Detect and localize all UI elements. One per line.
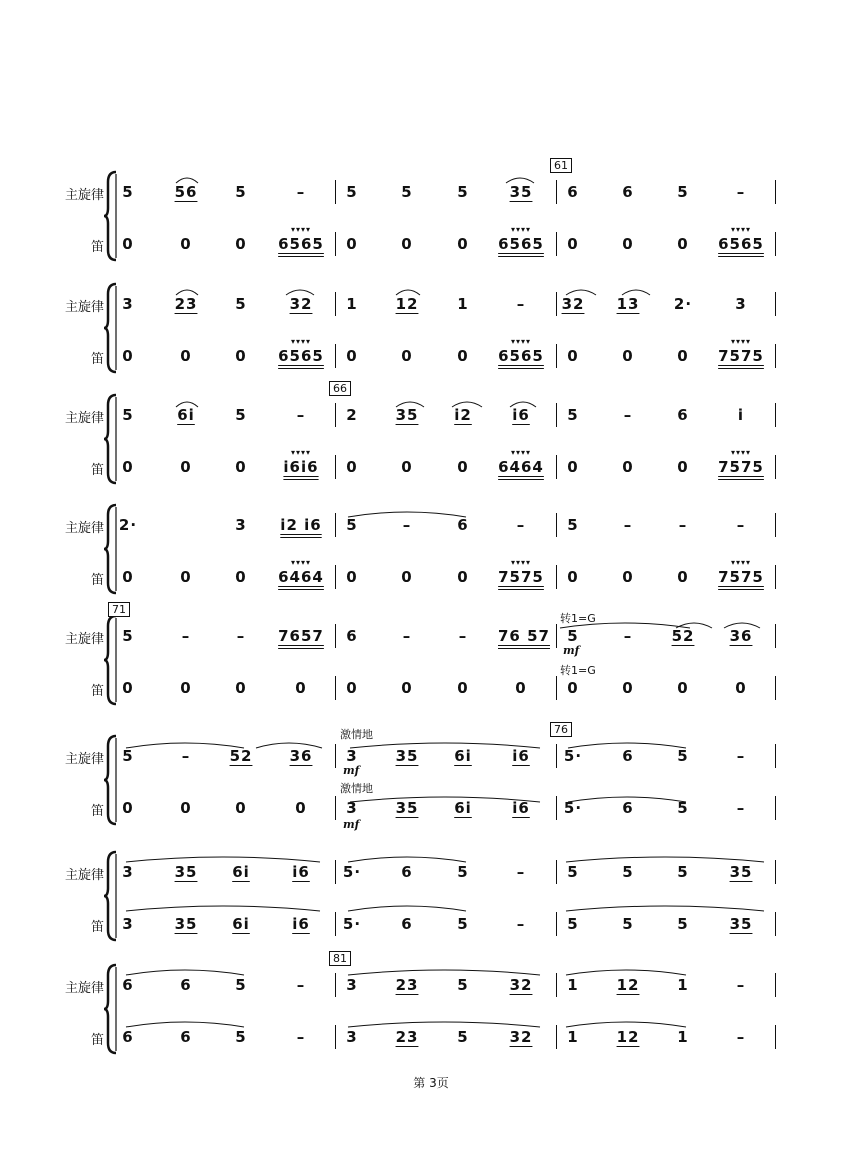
track-label: 主旋律 [64,300,104,315]
track-label: 笛 [90,240,104,255]
note: 0 [677,679,689,697]
barline [556,624,557,648]
note: – [736,1028,746,1046]
barline [556,676,557,700]
track-label: 笛 [90,1033,104,1048]
barline [556,744,557,768]
score-system [0,159,862,280]
barline [775,796,776,820]
ornament-marks: ▾▾▾▾ [730,225,752,234]
score-system [0,503,862,613]
note: 5 [457,1028,469,1046]
note: 35 [395,799,419,817]
note: 5 [457,183,469,201]
rehearsal-mark: 81 [329,951,351,966]
note: 36 [289,747,313,765]
note: 0 [122,568,134,586]
note: 7575 [718,568,764,586]
note: 0 [567,568,579,586]
note: 12 [395,295,419,313]
note: 5 [235,1028,247,1046]
note: 5 [346,183,358,201]
note: 0 [401,458,413,476]
note: i2 i6 [280,516,322,534]
note: 0 [122,235,134,253]
expression-marking: 激情地 [340,782,373,795]
note: 5 [677,183,689,201]
note: 6i [454,747,472,765]
note: 0 [677,235,689,253]
note: 35 [174,915,198,933]
note: 5 [677,863,689,881]
note: 0 [180,458,192,476]
note: 3 [122,863,134,881]
note: 0 [235,799,247,817]
note: 23 [395,976,419,994]
note: 3 [235,516,247,534]
note: 1 [346,295,358,313]
note: – [458,627,468,645]
note: 3 [346,799,358,817]
track-label: 主旋律 [64,868,104,883]
note: 35 [395,747,419,765]
score-system [0,952,862,1073]
note: 0 [457,568,469,586]
note: – [181,627,191,645]
note: 7575 [498,568,544,586]
note: 32 [561,295,585,313]
note: 1 [567,1028,579,1046]
barline [335,624,336,648]
track-label: 笛 [90,804,104,819]
dynamic-marking: mf [563,644,580,657]
note: – [296,1028,306,1046]
barline [556,455,557,479]
barline [556,1025,557,1049]
barline [556,796,557,820]
note: 6 [622,183,634,201]
barline [556,403,557,427]
note: 5 [567,516,579,534]
note: 5 [235,295,247,313]
note: 0 [622,568,634,586]
note: 36 [729,627,753,645]
barline [335,860,336,884]
note: 6 [622,747,634,765]
note: 0 [457,458,469,476]
note: 6 [180,976,192,994]
note: 6565 [278,235,324,253]
key-change: 转1=G [560,664,596,677]
note: – [516,295,526,313]
note: i [737,406,745,424]
note: – [402,627,412,645]
note: – [516,863,526,881]
track-label: 主旋律 [64,188,104,203]
note: 0 [180,568,192,586]
note: 6 [122,976,134,994]
note: – [736,799,746,817]
barline [335,676,336,700]
note: 5· [342,915,362,933]
rehearsal-mark: 66 [329,381,351,396]
note: 0 [295,799,307,817]
barline [775,744,776,768]
note: 7575 [718,347,764,365]
note: 23 [174,295,198,313]
ornament-marks: ▾▾▾▾ [730,448,752,457]
note: i6 [512,747,530,765]
note: 0 [401,679,413,697]
note: 6 [457,516,469,534]
barline [775,344,776,368]
note: 0 [346,568,358,586]
ornament-marks: ▾▾▾▾ [730,337,752,346]
track-label: 主旋律 [64,411,104,426]
note: i6 [512,406,530,424]
note: 5 [122,627,134,645]
note: 5 [401,183,413,201]
barline [335,180,336,204]
note: i2 [454,406,472,424]
note: 0 [122,679,134,697]
note: – [516,915,526,933]
note: – [181,747,191,765]
note: 0 [457,347,469,365]
note: 35 [509,183,533,201]
note: 0 [622,679,634,697]
note: 35 [729,863,753,881]
ornament-marks: ▾▾▾▾ [290,337,312,346]
note: – [516,516,526,534]
note: i6 [292,863,310,881]
note: i6 [512,799,530,817]
note: 0 [235,458,247,476]
note: 6464 [278,568,324,586]
barline [556,292,557,316]
barline [556,565,557,589]
note: i6 [292,915,310,933]
barline [556,912,557,936]
barline [775,860,776,884]
note: 5· [563,799,583,817]
track-label: 笛 [90,920,104,935]
barline [335,292,336,316]
note: 0 [515,679,527,697]
note: 6i [232,915,250,933]
note: 5 [457,915,469,933]
note: 0 [567,347,579,365]
note: 35 [174,863,198,881]
barline [556,180,557,204]
barline [556,860,557,884]
rehearsal-mark: 71 [108,602,130,617]
note: 0 [622,347,634,365]
note: 6565 [278,347,324,365]
note: 5 [235,976,247,994]
note: 0 [122,347,134,365]
note: – [236,627,246,645]
note: 6 [401,863,413,881]
rehearsal-mark: 61 [550,158,572,173]
note: 0 [346,679,358,697]
note: – [296,183,306,201]
note: 6 [401,915,413,933]
note: 35 [395,406,419,424]
barline [335,1025,336,1049]
note: 0 [122,458,134,476]
note: 7575 [718,458,764,476]
note: 3 [346,1028,358,1046]
note: 5 [567,863,579,881]
note: 0 [622,235,634,253]
note: 5 [122,406,134,424]
ornament-marks: ▾▾▾▾ [510,558,532,567]
note: 0 [346,235,358,253]
note: 0 [735,679,747,697]
note: 0 [567,458,579,476]
ornament-marks: ▾▾▾▾ [290,448,312,457]
track-label: 主旋律 [64,632,104,647]
note: – [623,406,633,424]
note: 32 [509,976,533,994]
note: 5 [677,915,689,933]
barline [335,565,336,589]
barline [775,180,776,204]
note: 32 [509,1028,533,1046]
barline [775,232,776,256]
note: – [402,516,412,534]
note: 0 [180,799,192,817]
note: 0 [235,568,247,586]
barline [775,676,776,700]
barline [556,513,557,537]
barline [335,912,336,936]
barline [775,1025,776,1049]
note: 0 [295,679,307,697]
note: 3 [735,295,747,313]
track-label: 笛 [90,352,104,367]
note: – [678,516,688,534]
score-system [0,850,862,960]
note: 0 [235,347,247,365]
note: 0 [180,679,192,697]
note: 0 [401,347,413,365]
note: 0 [567,679,579,697]
ornament-marks: ▾▾▾▾ [510,448,532,457]
note: 5 [677,747,689,765]
note: 13 [616,295,640,313]
note: 6 [346,627,358,645]
note: 5 [567,406,579,424]
note: 6 [180,1028,192,1046]
note: 1 [567,976,579,994]
barline [775,973,776,997]
note: 0 [401,235,413,253]
note: 5 [235,183,247,201]
barline [556,973,557,997]
note: 0 [235,679,247,697]
track-label: 主旋律 [64,521,104,536]
score-system [0,382,862,503]
note: 0 [180,347,192,365]
page-number: 第 3页 [413,1076,449,1090]
ornament-marks: ▾▾▾▾ [510,337,532,346]
note: 0 [235,235,247,253]
note: – [736,976,746,994]
note: 5 [567,627,579,645]
barline [335,232,336,256]
note: 76 57 [498,627,550,645]
note: 0 [401,568,413,586]
note: – [736,516,746,534]
barline [335,513,336,537]
note: 52 [671,627,695,645]
barline [775,513,776,537]
barline [775,565,776,589]
note: 0 [622,458,634,476]
note: 5 [122,747,134,765]
note: 2· [118,516,138,534]
note: 5· [563,747,583,765]
note: 3 [346,976,358,994]
track-label: 笛 [90,463,104,478]
barline [775,403,776,427]
note: – [736,747,746,765]
track-label: 主旋律 [64,981,104,996]
score-system [0,282,862,392]
note: 6i [177,406,195,424]
note: 52 [229,747,253,765]
note: 0 [122,799,134,817]
note: 0 [567,235,579,253]
barline [335,973,336,997]
barline [335,744,336,768]
note: 5 [677,799,689,817]
note: 12 [616,1028,640,1046]
note: 0 [180,235,192,253]
note: 6464 [498,458,544,476]
expression-marking: 激情地 [340,728,373,741]
note: i6i6 [283,458,319,476]
note: 2 [346,406,358,424]
note: 0 [677,458,689,476]
note: 5 [622,915,634,933]
note: 3 [346,747,358,765]
note: 1 [677,1028,689,1046]
note: 1 [457,295,469,313]
note: 6565 [718,235,764,253]
note: 5 [457,976,469,994]
note: 5· [342,863,362,881]
barline [556,232,557,256]
note: 5 [235,406,247,424]
note: 5 [346,516,358,534]
rehearsal-mark: 76 [550,722,572,737]
note: 3 [122,295,134,313]
note: 5 [622,863,634,881]
note: 6565 [498,347,544,365]
note: – [623,627,633,645]
note: 32 [289,295,313,313]
ornament-marks: ▾▾▾▾ [730,558,752,567]
ornament-marks: ▾▾▾▾ [290,558,312,567]
note: 6i [454,799,472,817]
note: 5 [567,915,579,933]
dynamic-marking: mf [343,764,360,777]
note: 0 [346,347,358,365]
barline [775,292,776,316]
ornament-marks: ▾▾▾▾ [290,225,312,234]
note: 1 [677,976,689,994]
note: – [736,183,746,201]
note: 0 [457,235,469,253]
barline [335,455,336,479]
note: 3 [122,915,134,933]
ornament-marks: ▾▾▾▾ [510,225,532,234]
note: 2· [673,295,693,313]
note: 7657 [278,627,324,645]
note: 23 [395,1028,419,1046]
track-label: 笛 [90,573,104,588]
track-label: 笛 [90,684,104,699]
note: – [623,516,633,534]
note: 6 [677,406,689,424]
note: 6i [232,863,250,881]
note: 0 [346,458,358,476]
note: 35 [729,915,753,933]
note: 6565 [498,235,544,253]
barline [335,403,336,427]
note: – [296,976,306,994]
note: 0 [457,679,469,697]
barline [335,344,336,368]
barline [775,624,776,648]
note: 12 [616,976,640,994]
note: 6 [567,183,579,201]
key-change: 转1=G [560,612,596,625]
barline [775,912,776,936]
dynamic-marking: mf [343,818,360,831]
score-system [0,603,862,724]
note: 6 [122,1028,134,1046]
note: 0 [677,568,689,586]
note: 5 [122,183,134,201]
note: – [296,406,306,424]
score-system [0,723,862,844]
barline [335,796,336,820]
barline [775,455,776,479]
note: 0 [677,347,689,365]
note: 56 [174,183,198,201]
note: 5 [457,863,469,881]
track-label: 主旋律 [64,752,104,767]
note: 6 [622,799,634,817]
barline [556,344,557,368]
